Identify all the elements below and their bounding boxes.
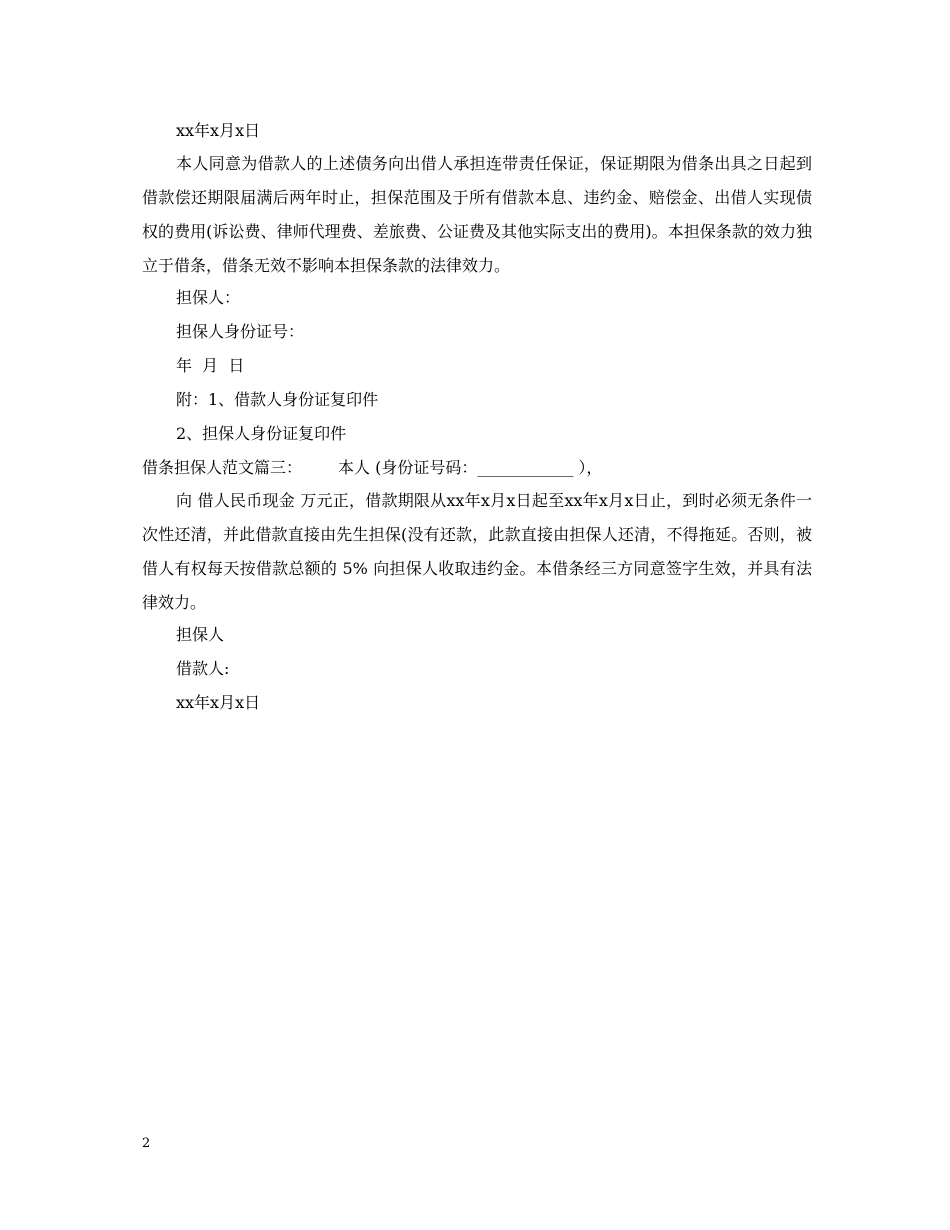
borrower-signature-label: 借款人:	[176, 659, 230, 678]
bottom-date: xx年x月x日	[176, 693, 261, 712]
section-title: 借条担保人范文篇三：	[142, 458, 303, 477]
top-date: xx年x月x日	[176, 121, 261, 140]
page-number: 2	[142, 1136, 151, 1151]
guarantor-label: 担保人：	[176, 288, 241, 307]
guarantee-clause-paragraph: 本人同意为借款人的上述债务向出借人承担连带责任保证，保证期限为借条出具之日起到借款偿还期限届满后两年时止，担保范围及于所有借款本息、违约金、赔偿金、出借人实现债权的费用(诉讼费、律师代理费、差旅费、公证费及其他实际支出的费用)。本担保条款的效力独立于借条，借条无效不影响本担保条款的法律效力。	[142, 154, 812, 275]
section-intro: 本人 (身份证号码：____________ ），	[338, 458, 603, 477]
section-heading-line	[142, 453, 812, 482]
attachment-2: 2、担保人身份证复印件	[176, 424, 347, 443]
attachment-1: 附：1、借款人身份证复印件	[176, 390, 379, 409]
guarantor-signature-label: 担保人	[176, 625, 225, 644]
date-blank: 年 月 日	[176, 356, 245, 375]
guarantor-id-label: 担保人身份证号：	[176, 322, 305, 341]
loan-terms-paragraph: 向 借人民币现金 万元正，借款期限从xx年x月x日起至xx年x月x日止，到时必须无条件一次性还清，并此借款直接由先生担保(没有还款，此款直接由担保人还清，不得拖延。否则，被借人有权每天按借款总额的 5% 向担保人收取违约金。本借条经三方同意签字生效，并具有法律效力。	[142, 491, 812, 612]
document-body	[142, 116, 812, 722]
